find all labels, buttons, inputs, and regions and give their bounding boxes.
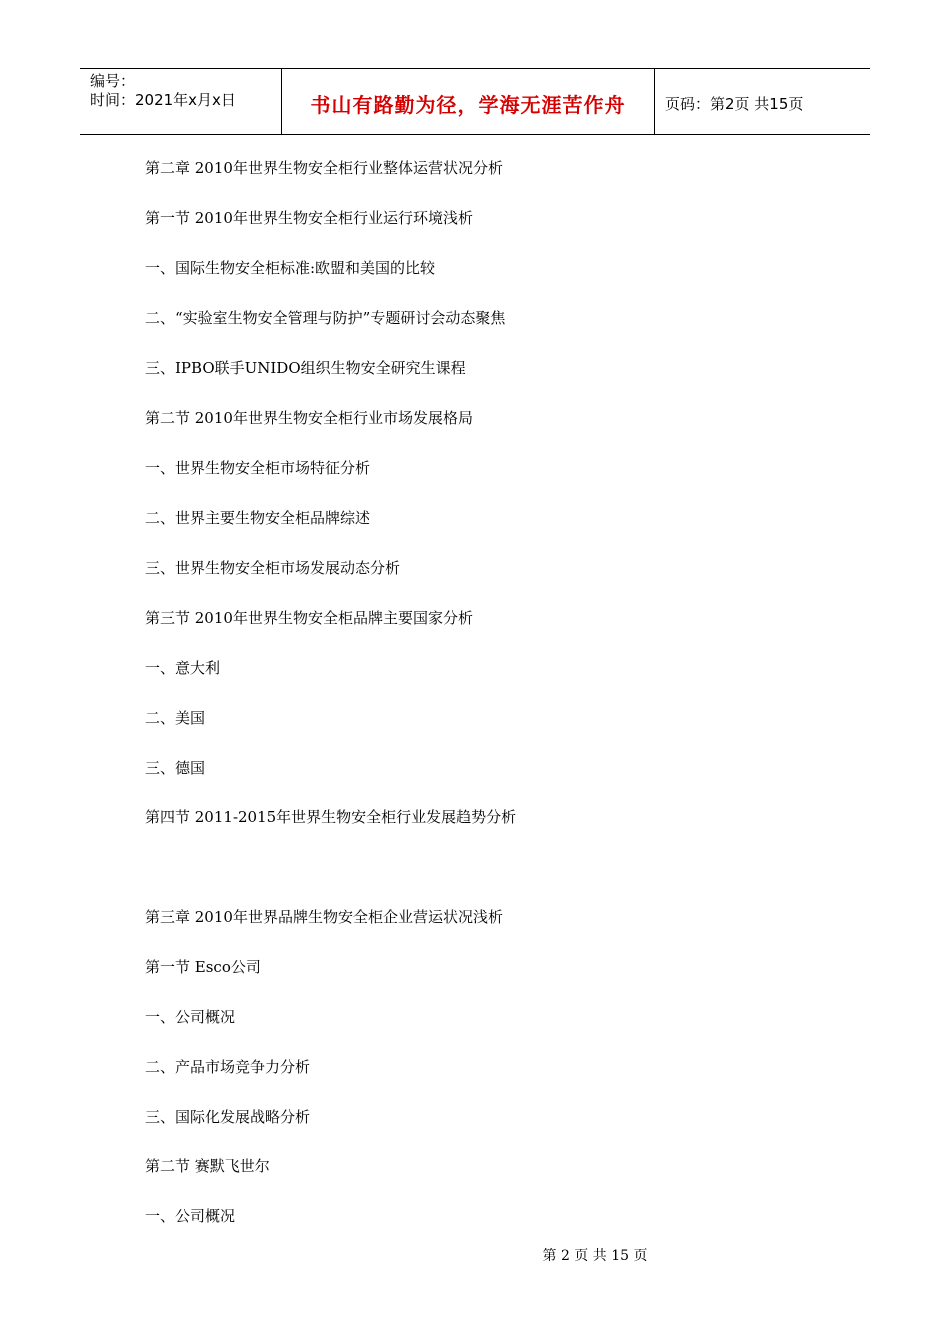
toc-entry: 二、产品市场竞争力分析 <box>145 1058 311 1076</box>
toc-entry: 一、意大利 <box>145 659 221 677</box>
toc-entry: 第二节 赛默飞世尔 <box>145 1157 270 1175</box>
toc-entry: 二、“实验室生物安全管理与防护”专题研讨会动态聚焦 <box>145 309 506 327</box>
page-header <box>80 68 870 135</box>
toc-entry: 一、国际生物安全柜标准:欧盟和美国的比较 <box>145 259 436 277</box>
toc-entry: 二、美国 <box>145 709 206 727</box>
header-motto: 书山有路勤为径，学海无涯苦作舟 <box>310 93 626 117</box>
toc-entry: 一、公司概况 <box>145 1207 236 1225</box>
toc-entry: 三、国际化发展战略分析 <box>145 1108 311 1126</box>
toc-entry: 第一节 2010年世界生物安全柜行业运行环境浅析 <box>145 209 473 227</box>
toc-entry: 三、德国 <box>145 759 206 777</box>
header-page-info: 页码：第2页 共15页 <box>665 95 804 113</box>
toc-entry: 一、世界生物安全柜市场特征分析 <box>145 459 371 477</box>
toc-entry: 第四节 2011-2015年世界生物安全柜行业发展趋势分析 <box>145 808 517 826</box>
toc-entry: 第二章 2010年世界生物安全柜行业整体运营状况分析 <box>145 159 503 177</box>
document-date: 时间：2021年x月x日 <box>90 91 236 109</box>
header-motto-cell <box>282 69 655 134</box>
toc-entry: 二、世界主要生物安全柜品牌综述 <box>145 509 371 527</box>
toc-entry: 第三章 2010年世界品牌生物安全柜企业营运状况浅析 <box>145 908 503 926</box>
toc-entry: 一、公司概况 <box>145 1008 236 1026</box>
page-footer: 第 2 页 共 15 页 <box>542 1248 648 1264</box>
toc-entry: 三、IPBO联手UNIDO组织生物安全研究生课程 <box>145 359 466 377</box>
toc-entry: 第二节 2010年世界生物安全柜行业市场发展格局 <box>145 409 473 427</box>
toc-entry: 第一节 Esco公司 <box>145 958 261 976</box>
toc-entry: 三、世界生物安全柜市场发展动态分析 <box>145 559 401 577</box>
document-number-label: 编号： <box>90 72 136 90</box>
toc-entry: 第三节 2010年世界生物安全柜品牌主要国家分析 <box>145 609 473 627</box>
header-meta-cell <box>80 69 282 134</box>
